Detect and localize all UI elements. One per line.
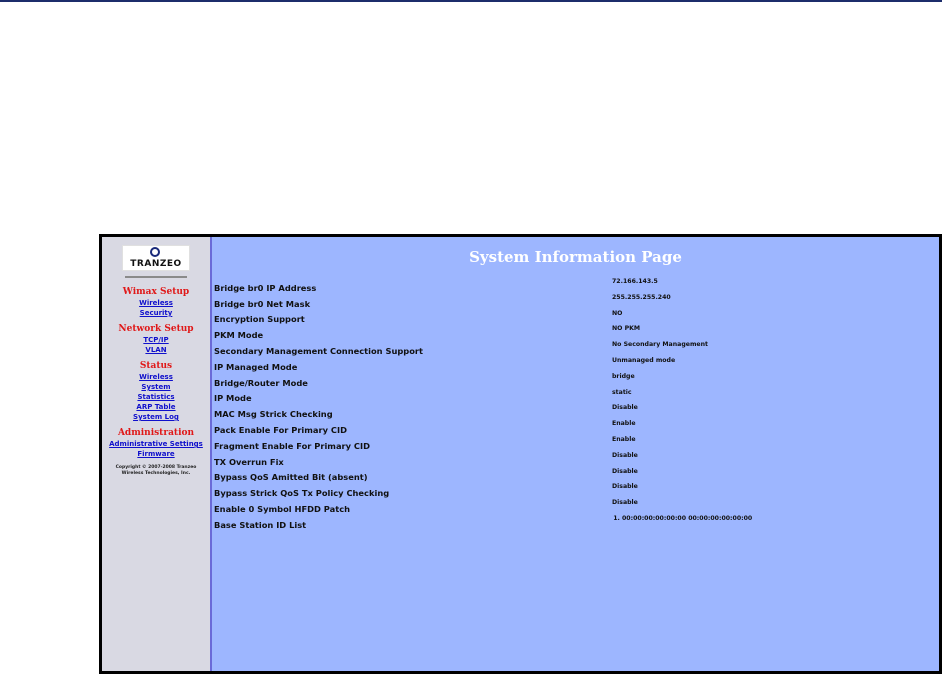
info-value: bridge [612, 372, 635, 380]
info-row-bypass-strick-qos [214, 482, 932, 498]
info-label: Fragment Enable For Primary CID [214, 440, 370, 451]
nav-heading-wimax-setup: Wimax Setup [122, 287, 190, 297]
copyright-notice: Copyright © 2007-2008 Tranzeo Wireless Technologies, Inc. [115, 465, 197, 476]
base-station-id-item: 1. 00:00:00:00:00:00 00:00:00:00:00:00 [622, 515, 932, 522]
info-row-ip-managed-mode [214, 356, 932, 372]
nav-section-network-setup [102, 323, 210, 355]
info-value: Unmanaged mode [612, 356, 676, 364]
top-divider [0, 0, 942, 2]
info-row-secondary-management [214, 340, 932, 356]
info-label: IP Mode [214, 393, 252, 404]
info-value: static [612, 388, 632, 396]
info-value: No Secondary Management [612, 341, 708, 349]
nav-heading-status: Status [139, 361, 173, 371]
info-row-bridge-router-mode [214, 372, 932, 388]
info-row-encryption-support [214, 309, 932, 325]
info-row-bypass-qos-amitted [214, 467, 932, 483]
info-label: Secondary Management Connection Support [214, 345, 423, 356]
base-station-id-list [612, 515, 932, 522]
info-row-mac-msg-checking [214, 403, 932, 419]
nav-heading-administration: Administration [117, 428, 195, 438]
nav-section-administration [102, 427, 210, 459]
nav-link-statistics[interactable]: Statistics [137, 393, 175, 401]
info-label: Bridge/Router Mode [214, 377, 308, 388]
info-label: IP Managed Mode [214, 361, 298, 372]
info-value [612, 514, 932, 530]
info-row-bridge-netmask [214, 293, 932, 309]
tranzeo-logo [122, 245, 190, 271]
info-label: Base Station ID List [214, 519, 307, 530]
info-label: Bridge br0 IP Address [214, 282, 317, 293]
info-value: Disable [612, 483, 638, 491]
nav-link-vlan[interactable]: VLAN [145, 346, 167, 354]
tranzeo-logo-icon [150, 247, 160, 257]
admin-frame [99, 234, 942, 674]
nav-link-arp-table[interactable]: ARP Table [136, 403, 176, 411]
info-value: Enable [612, 420, 636, 428]
info-value: Disable [612, 467, 638, 475]
info-row-pack-enable [214, 419, 932, 435]
nav-section-wimax-setup [102, 286, 210, 318]
info-value: NO PKM [612, 325, 641, 333]
info-label: Pack Enable For Primary CID [214, 424, 347, 435]
nav-link-system-log[interactable]: System Log [133, 413, 179, 421]
nav-link-wimax-wireless[interactable]: Wireless [139, 299, 173, 307]
nav-link-status-wireless[interactable]: Wireless [139, 373, 173, 381]
info-value: Disable [612, 499, 638, 507]
info-value: Disable [612, 404, 638, 412]
info-label: Encryption Support [214, 314, 305, 325]
info-row-pkm-mode [214, 324, 932, 340]
system-info-table [214, 277, 932, 530]
sidebar-nav [102, 237, 212, 671]
info-row-ip-mode [214, 388, 932, 404]
info-row-hfdd-patch [214, 498, 932, 514]
info-value: 72.166.143.5 [612, 278, 658, 285]
main-content [212, 237, 939, 671]
info-label: Bypass Strick QoS Tx Policy Checking [214, 488, 390, 499]
info-label: Enable 0 Symbol HFDD Patch [214, 503, 351, 514]
info-label: PKM Mode [214, 330, 264, 341]
info-value: Disable [612, 451, 638, 459]
info-value: 255.255.255.240 [612, 293, 671, 301]
info-value: NO [612, 309, 623, 317]
page-title: System Information Page [469, 248, 682, 266]
logo-divider [125, 276, 187, 278]
info-label: MAC Msg Strick Checking [214, 409, 333, 420]
info-label: Bridge br0 Net Mask [214, 298, 311, 309]
logo-text: TRANZEO [130, 259, 182, 269]
nav-link-tcp-ip[interactable]: TCP/IP [143, 336, 169, 344]
info-label: TX Overrun Fix [214, 456, 284, 467]
info-row-tx-overrun-fix [214, 451, 932, 467]
nav-link-administrative-settings[interactable]: Administrative Settings [109, 440, 203, 448]
info-row-bridge-ip [214, 277, 932, 293]
info-label: Bypass QoS Amitted Bit (absent) [214, 472, 368, 483]
info-value: Enable [612, 435, 636, 443]
nav-link-wimax-security[interactable]: Security [139, 309, 173, 317]
nav-heading-network-setup: Network Setup [118, 324, 194, 334]
nav-link-firmware[interactable]: Firmware [137, 450, 175, 458]
nav-link-status-system[interactable]: System [141, 383, 171, 391]
nav-section-status [102, 360, 210, 422]
info-row-fragment-enable [214, 435, 932, 451]
info-row-base-station-list [214, 514, 932, 530]
